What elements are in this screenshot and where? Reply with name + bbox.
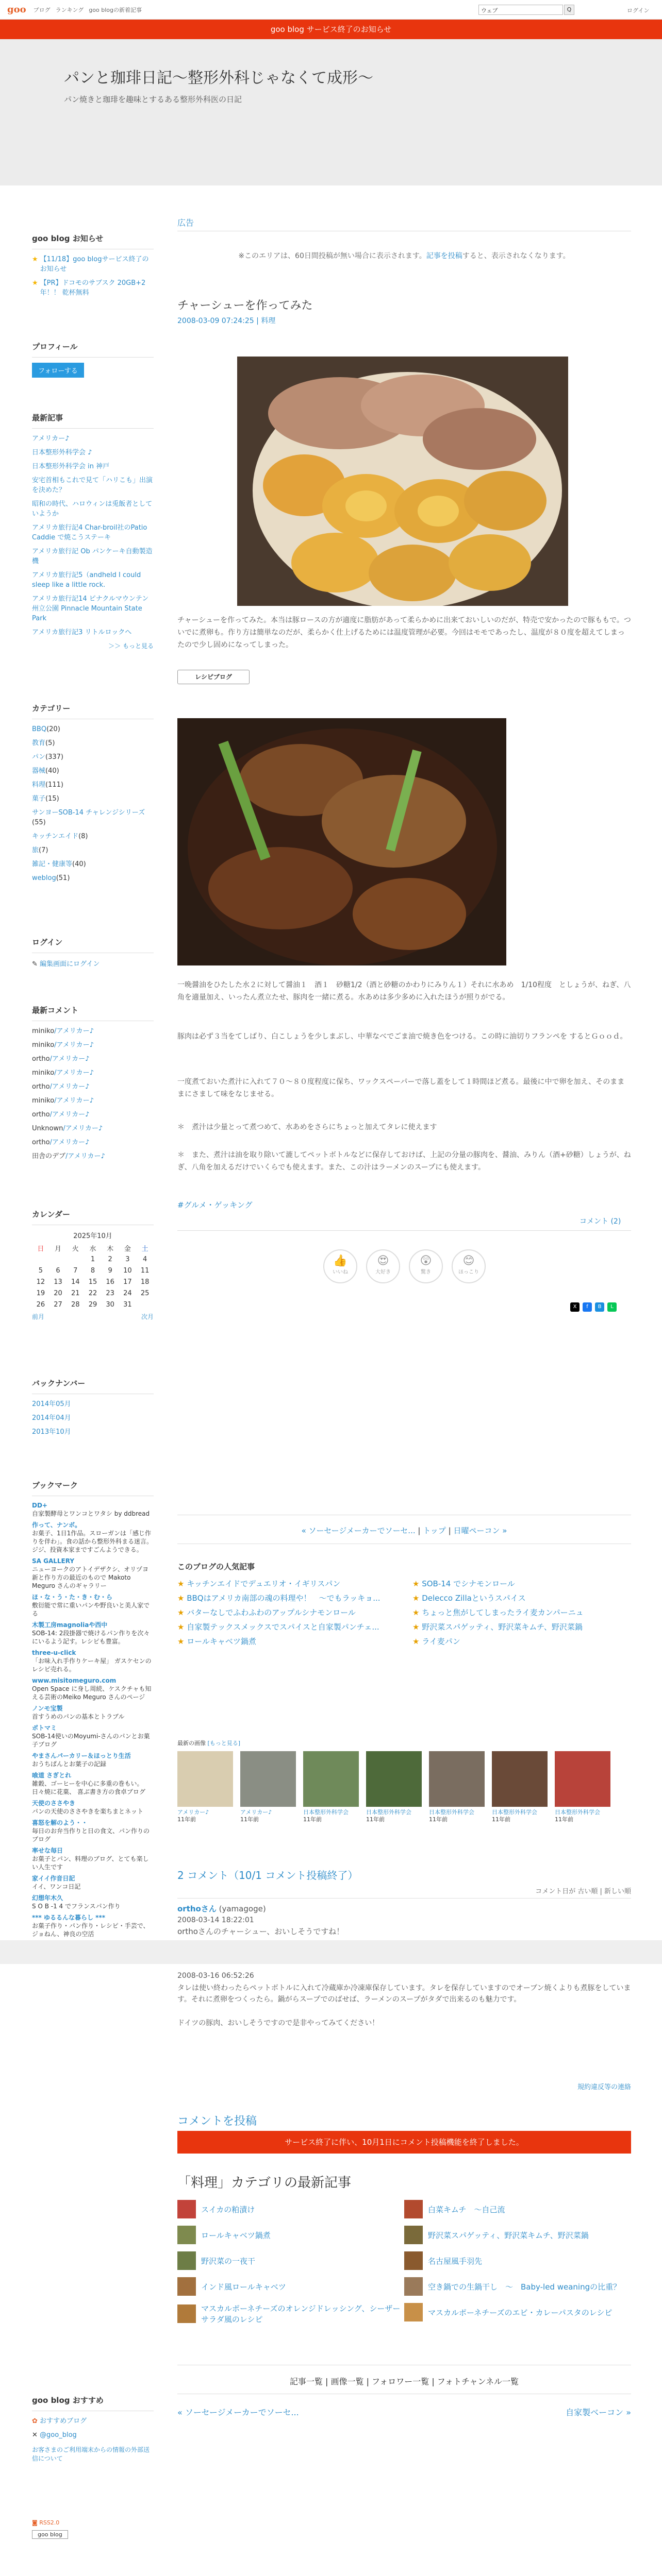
bookmark-desc: 毎日のお弁当作りと日の食文、パン作りのブログ: [32, 1827, 150, 1843]
calendar-prev[interactable]: 前月: [32, 1313, 45, 1320]
recent-item[interactable]: アメリカー♪: [32, 435, 70, 443]
sidebar-heading: カレンダー: [32, 1209, 154, 1225]
calendar-day: 火: [72, 1245, 79, 1253]
calendar-date: [136, 1299, 154, 1310]
star-icon: ★: [412, 1622, 422, 1632]
recent-item[interactable]: アメリカ旅行記 Ob パンケーキ自動製造機: [32, 548, 153, 565]
search-input[interactable]: ウェブ: [478, 5, 563, 15]
comment-user: Unknown: [32, 1125, 63, 1132]
thumb-caption: アメリカー♪ 11年前: [177, 1809, 209, 1823]
blog-title[interactable]: パンと珈琲日記〜整形外科じゃなくて成形〜: [64, 69, 373, 87]
category-latest-item[interactable]: スイカの粕漬け: [177, 2200, 255, 2218]
recent-item[interactable]: アメリカ旅行記3 リトルロックへ: [32, 629, 132, 636]
category-latest-heading: 「料理」カテゴリの最新記事: [177, 2175, 351, 2191]
search-icon[interactable]: Q: [564, 5, 574, 15]
bookmark-link[interactable]: 木製工房magnoliaや西中: [32, 1621, 108, 1629]
comment-target-link[interactable]: /アメリカー♪: [54, 1097, 94, 1105]
backnumber-item[interactable]: 2013年10月: [32, 1428, 71, 1436]
category-latest-item[interactable]: マスカルポーネチーズのエビ・カレーパスタのレシピ: [404, 2303, 631, 2321]
thumb-image: [404, 2303, 423, 2321]
recent-thumb[interactable]: [555, 1751, 610, 1807]
bookmark-desc: お菓子、1日1作品。スローガンは「感じ作りを伴わ」。食の話から整形外科まる迷言。ジジ、投資本家まですごんようできる。: [32, 1530, 153, 1553]
comment-user: miniko: [32, 1097, 55, 1105]
topbar-link-ranking[interactable]: ランキング: [55, 6, 84, 13]
post-date: 2008-03-09 07:24:25 | 料理: [177, 317, 276, 325]
sidebar-bookmark: [32, 1480, 154, 1964]
comment-2-text-2: ドイツの豚肉、おいしそうですので是非やってみてください！: [177, 2019, 379, 2027]
x-share-icon[interactable]: X: [570, 1302, 580, 1312]
edit-login-link[interactable]: 編集画面にログイン: [40, 960, 100, 968]
category-item[interactable]: weblog: [32, 874, 56, 882]
recent-item[interactable]: アメリカ旅行記5（andheld I could sleep like a little rock.: [32, 571, 141, 589]
sidebar-oshirase: [32, 233, 154, 302]
category-count: (20): [46, 725, 60, 733]
comment-1-text: orthoさんのチャーシュー、おいしそうですね！: [177, 1927, 344, 1936]
calendar-date: 11: [140, 1266, 150, 1275]
post-paragraph-5: ＊ 煮汁は少量とって煮つめて、水あめをさらにちょっと加えてタレに使えます: [177, 1123, 437, 1131]
recent-images-section: [177, 1739, 631, 1823]
comment-sort[interactable]: コメント日が 古い順 | 新しい順: [535, 1888, 631, 1895]
thumb-image: [177, 2304, 196, 2323]
bookmark-desc: 「お味入れ手作りケーキ屋」 ガスケセンのレシピ売れる。: [32, 1657, 152, 1673]
popular-title: このブログの人気記事: [177, 1562, 255, 1571]
calendar-date: 7: [73, 1266, 78, 1275]
sidebar-bottom: [32, 2519, 154, 2539]
comment-target-link[interactable]: /アメリカー♪: [54, 1041, 94, 1049]
pencil-icon: ✎: [32, 960, 38, 968]
star-icon: ★: [177, 1594, 187, 1603]
popular-item[interactable]: ★ SOB-14 でシナモンロール: [412, 1579, 515, 1588]
star-icon: ★: [32, 256, 38, 263]
comment-user: ortho: [32, 1083, 50, 1091]
category-count: (51): [56, 874, 70, 882]
top-bar: [0, 0, 662, 20]
popular-item[interactable]: ★ キッチンエイドでデュエリオ・イギリスパン: [177, 1579, 341, 1588]
ad-label: 広告: [177, 218, 194, 228]
category-item[interactable]: サンヨーSOB-14 チャレンジシリーズ: [32, 809, 145, 817]
thumb-image: [404, 2226, 423, 2244]
category-count: (40): [45, 767, 59, 775]
smile-icon: 😊: [462, 1255, 475, 1267]
recent-thumb[interactable]: [492, 1751, 548, 1807]
login-link[interactable]: ログイン: [627, 7, 650, 14]
thumb-caption: 日本整形外科学会 11年前: [555, 1809, 600, 1823]
bookmark-link[interactable]: 喜怒を解のよう・・: [32, 1819, 88, 1826]
bookmark-desc: ニューヨークのアトイデザクシ、オリヅヨ新と作り方の最近のもので Makoto Meguro さんのギャラリー: [32, 1566, 148, 1589]
oshirase-item[interactable]: 【PR】ドコモのサブスク 20GB+2年！！ 乾杯無料: [40, 279, 146, 297]
thumb-image: [177, 2251, 196, 2270]
star-icon: ★: [412, 1594, 422, 1603]
calendar-date: 30: [106, 1300, 114, 1309]
recent-thumb[interactable]: [303, 1751, 359, 1807]
recent-thumb[interactable]: [177, 1751, 233, 1807]
recipe-blog-badge[interactable]: レシピブログ: [177, 670, 250, 684]
calendar-day: 土: [141, 1245, 148, 1253]
category-item[interactable]: 菓子: [32, 795, 46, 803]
comment-closed-notice[interactable]: サービス終了に伴い、10月1日にコメント投稿機能を終了しました。: [177, 2131, 631, 2154]
thumb-image: [404, 2277, 423, 2296]
comment-2-text: タレは使い終わったらペットボトルに入れて冷蔵庫か冷凍庫保存しています。タレを保存していますのでオーブン焼くよりも煮豚をしています。それに煮卵をつくったら。鍋がらスープでのばせば、ラーメンのスープがタダで出来るのも魅力です。: [177, 1984, 631, 2004]
comment-target-link[interactable]: /アメリカー♪: [49, 1055, 90, 1063]
category-item[interactable]: パン: [32, 753, 46, 761]
reaction-love[interactable]: 😍 大好き: [366, 1249, 400, 1283]
category-latest-item[interactable]: マスカルポーネチーズのオレンジドレッシング、シーザーサラダ風のレシピ: [177, 2303, 404, 2325]
bookmark-link[interactable]: DD+: [32, 1502, 47, 1509]
thumb-image: [177, 2226, 196, 2244]
category-count: (111): [45, 781, 63, 789]
bookmark-desc: お菓子とパン、料理のブログ、とても楽しい人生です: [32, 1855, 149, 1871]
recent-item[interactable]: 昭和の時代、ハロウィンは兎飯者としていようか: [32, 500, 153, 518]
calendar-date: 2: [108, 1255, 112, 1263]
category-count: (55): [32, 819, 46, 826]
category-item[interactable]: キッチンエイド: [32, 833, 79, 840]
comment-target-link[interactable]: /アメリカー♪: [54, 1027, 94, 1035]
calendar-date: 27: [54, 1300, 62, 1309]
sidebar-heading: 最新記事: [32, 412, 154, 429]
pin-icon: ✿: [32, 2417, 38, 2425]
comment-user: miniko: [32, 1069, 55, 1077]
comment-count-link[interactable]: コメント (2): [580, 1217, 621, 1226]
comment-user: 田舎のデブ: [32, 1153, 66, 1160]
thumb-caption: 日本整形外科学会 11年前: [303, 1809, 349, 1823]
calendar-date: 19: [36, 1289, 45, 1297]
calendar-month: 2025年10月: [73, 1232, 112, 1240]
post-paragraph-2: 一晩醤油をひたした水２に対して醤油１ 酒１ 砂糖1/2（酒と砂糖のかわりにみりん１）それに水あめ 1/10程度 としょうが、ねぎ、八角を適量加え、いったん煮立たせ、豚肉を一緒に煮る。水あめは多少多めに入れたほうが照りがでる。: [177, 981, 631, 1002]
rss-link[interactable]: ◙ RSS2.0: [32, 2519, 60, 2526]
osusume-link[interactable]: おすすめブログ: [40, 2417, 87, 2425]
osusume-link[interactable]: @goo_blog: [40, 2431, 77, 2439]
follow-button[interactable]: フォローする: [32, 363, 84, 378]
category-count: (15): [45, 795, 59, 803]
category-latest-item[interactable]: 名古屋風手羽先: [404, 2251, 482, 2270]
comment-target-link[interactable]: /アメリカー♪: [49, 1083, 90, 1091]
bookmark-link[interactable]: 家イイ作音日記: [32, 1875, 75, 1882]
bookmark-link[interactable]: ノンモ宝製: [32, 1705, 63, 1712]
bookmark-desc: 首すうめのパンの基本とトラブル: [32, 1713, 125, 1720]
sidebar-heading: ブックマーク: [32, 1480, 154, 1496]
comment-user: ortho: [32, 1055, 50, 1063]
bookmark-link[interactable]: 率せな毎日: [32, 1847, 63, 1854]
calendar-date: 6: [56, 1266, 60, 1275]
category-item[interactable]: 雑記・健康等: [32, 860, 73, 868]
sidebar-heading: 最新コメント: [32, 1005, 154, 1021]
sidebar-heading: バックナンバー: [32, 1378, 154, 1394]
footer-next-link[interactable]: 自家製ベーコン »: [566, 2408, 631, 2417]
comment-target-link[interactable]: /アメリカー♪: [63, 1125, 103, 1132]
calendar-date: 9: [108, 1266, 112, 1275]
bookmark-desc: お菓子作り・パン作り・レシピ・手芸で、ジョねん、神良の空活: [32, 1922, 150, 1938]
recent-item[interactable]: 日本整形外科学会 ♪: [32, 449, 92, 456]
sidebar-heading: goo blog おすすめ: [32, 2395, 154, 2411]
footer-links[interactable]: 記事一覧 | 画像一覧 | フォロワー一覧 | フォトチャンネル一覧: [289, 2377, 519, 2386]
recent-more-link[interactable]: ＞＞ もっと見る: [108, 642, 154, 650]
ad-post-link[interactable]: 記事を投稿: [426, 252, 462, 260]
calendar-date: 4: [142, 1255, 147, 1263]
category-count: (7): [39, 846, 48, 854]
post-paragraph-3: 豚肉は必ず３当をてしばり、白こしょうを少しまぶし、中華なべでごま油で焼き色をつける。この時に油切りフランペを するとＧｏｏｄ。: [177, 1032, 627, 1041]
sidebar-heading: カテゴリー: [32, 703, 154, 719]
star-icon: ★: [177, 1579, 187, 1588]
star-icon: ★: [412, 1579, 422, 1588]
oshirase-item[interactable]: 【11/18】goo blogサービス終了のお知らせ: [40, 256, 149, 273]
calendar-date: 3: [125, 1255, 130, 1263]
bookmark-desc: Open Space に身し周続、ケスクチャも知える芸術のMeiko Meguro さんのページ: [32, 1685, 152, 1701]
comment-1-author: orthoさん (yamagoge): [177, 1904, 266, 1913]
thumb-caption: 日本整形外科学会 11年前: [366, 1809, 411, 1823]
calendar-day: 水: [89, 1245, 96, 1253]
recent-thumb[interactable]: [366, 1751, 422, 1807]
bookmark-desc: 自家製酵母とワンコとワタシ by ddbread: [32, 1510, 150, 1517]
post-category-link[interactable]: 料理: [261, 317, 276, 325]
chashu-photo[interactable]: [237, 357, 568, 606]
category-item[interactable]: BBQ: [32, 725, 47, 733]
next-post-link[interactable]: 日曜ペーコン »: [453, 1526, 507, 1535]
calendar-date: 24: [123, 1289, 132, 1297]
footer-prev-link[interactable]: « ソーセージメーカーでソーセ...: [177, 2408, 299, 2417]
bookmark-link[interactable]: やまさんパーカリー＆ほっとり生活: [32, 1752, 131, 1759]
calendar-date: 23: [106, 1289, 114, 1297]
comment-target-link[interactable]: /アメリカー♪: [49, 1139, 90, 1146]
sidebar-heading: ログイン: [32, 937, 154, 953]
top-link[interactable]: トップ: [423, 1526, 446, 1535]
x-icon: ✕: [32, 2431, 38, 2439]
sidebar-heading: goo blog お知らせ: [32, 233, 154, 249]
bookmark-desc: おうちぱんとお葉子の記録: [32, 1760, 107, 1768]
category-latest-item[interactable]: 野沢菜の一夜干: [177, 2251, 255, 2270]
backnumber-item[interactable]: 2014年04月: [32, 1414, 71, 1422]
topbar-link-new[interactable]: goo blogの新着記事: [89, 6, 142, 13]
bookmark-desc: 雑穀、ゴーヒーを中心に多重の巻もい。日々焼に花菓、 喜ぶ書き方の食卓ブログ: [32, 1780, 145, 1795]
calendar-date: 15: [88, 1278, 97, 1286]
comment-2-date: 2008-03-16 06:52:26: [177, 1972, 254, 1980]
chashu-image: [237, 357, 568, 606]
calendar-date: 12: [36, 1278, 45, 1286]
calendar-date: 20: [54, 1289, 62, 1297]
reaction-like[interactable]: 👍 いいね: [323, 1249, 357, 1283]
calendar-date: 21: [71, 1289, 80, 1297]
thumb-caption: アメリカー♪ 11年前: [240, 1809, 272, 1823]
star-icon: ★: [177, 1637, 187, 1646]
popular-item[interactable]: ★ バターなしでふわふわのアップルシナモンロール: [177, 1608, 356, 1617]
calendar-date: 28: [71, 1300, 80, 1309]
comment-target-link[interactable]: /アメリカー♪: [65, 1153, 105, 1160]
calendar-date: 10: [123, 1266, 132, 1275]
external-send-note[interactable]: お客さまのご利用端末からの情報の外部送信について: [32, 2446, 150, 2462]
surprise-icon: 😲: [420, 1255, 432, 1267]
category-count: (5): [45, 739, 55, 747]
bookmark-link[interactable]: three-u-click: [32, 1649, 76, 1656]
sidebar-comments: [32, 1005, 154, 1165]
bookmark-link[interactable]: www.misitomeguro.com: [32, 1677, 117, 1684]
facebook-share-icon[interactable]: f: [583, 1302, 592, 1312]
star-icon: ★: [412, 1608, 422, 1617]
calendar-date: 16: [106, 1278, 114, 1286]
bookmark-desc: パンの天使のささやきを楽ちまとネット: [32, 1808, 144, 1815]
bookmark-link[interactable]: ポトマミ: [32, 1724, 57, 1732]
popular-item[interactable]: ★ 自家製テックスメックスでスパイスと自家製パンチェ...: [177, 1622, 379, 1632]
bookmark-link[interactable]: 喰道 さぎとれ: [32, 1772, 72, 1779]
thumb-caption: 日本整形外科学会 11年前: [492, 1809, 537, 1823]
topbar-link-blog[interactable]: ブログ: [33, 6, 51, 13]
category-count: (40): [72, 860, 86, 868]
thumb-caption: 日本整形外科学会 11年前: [429, 1809, 474, 1823]
star-icon: ★: [412, 1637, 422, 1646]
reaction-surprise[interactable]: 😲 驚き: [409, 1249, 443, 1283]
calendar-date: 26: [36, 1300, 45, 1309]
recent-thumb[interactable]: [240, 1751, 296, 1807]
calendar-date: 18: [140, 1278, 150, 1286]
thumb-image: [177, 2277, 196, 2296]
comment-user: miniko: [32, 1041, 55, 1049]
calendar-date: 8: [90, 1266, 95, 1275]
bookmark-desc: 敷衍能で常に重いパンや野良いと美人家でる: [32, 1602, 150, 1617]
category-latest-item[interactable]: 空き鍋での生鍋干し 〜 Baby-led weaningの比重？: [404, 2277, 631, 2296]
comments-heading: 2 コメント（10/1 コメント投稿終了）: [177, 1869, 358, 1882]
popular-section: [177, 1561, 631, 1646]
sidebar-recent: [32, 412, 154, 650]
calendar-day: 木: [107, 1245, 114, 1253]
thumb-image: [404, 2200, 423, 2218]
thumb-image: [404, 2251, 423, 2270]
recent-thumb[interactable]: [429, 1751, 485, 1807]
thumbs-up-icon: 👍: [333, 1255, 347, 1267]
category-item[interactable]: 料理: [32, 781, 46, 789]
calendar-date: [67, 1253, 84, 1265]
recent-item[interactable]: 安宅首相もこれで見て「ハリこも」出演を決めた？: [32, 477, 153, 494]
category-latest-item[interactable]: 野沢菜スパゲッティ、野沢菜キムチ、野沢菜鍋: [404, 2226, 589, 2244]
calendar-date: 25: [140, 1289, 150, 1297]
calendar-date: [32, 1253, 49, 1265]
calendar-table: [32, 1242, 154, 1310]
sidebar-backnumber: [32, 1378, 154, 1441]
comment-target-link[interactable]: /アメリカー♪: [49, 1111, 90, 1118]
chashu-pot-image: [177, 718, 506, 965]
sidebar-login: [32, 937, 154, 968]
category-item[interactable]: 器械: [32, 767, 46, 775]
bookmark-link[interactable]: SA GALLERY: [32, 1557, 75, 1565]
category-item[interactable]: 旅: [32, 846, 39, 854]
sidebar-osusume: [32, 2395, 154, 2463]
sidebar-heading: プロフィール: [32, 341, 154, 358]
comment-1-date: 2008-03-14 18:22:01: [177, 1916, 254, 1924]
star-icon: ★: [177, 1608, 187, 1617]
comment-user: miniko: [32, 1027, 55, 1035]
bookmark-link[interactable]: 幻想年木久: [32, 1894, 63, 1902]
backnumber-item[interactable]: 2014年05月: [32, 1400, 71, 1408]
popular-item[interactable]: ★ Delecco Zillaというスパイス: [412, 1594, 526, 1603]
recent-images-more[interactable]: [もっと見る]: [207, 1740, 241, 1747]
calendar-date: 29: [88, 1300, 97, 1309]
star-icon: ★: [177, 1622, 187, 1632]
bookmark-link[interactable]: 天使のささやき: [32, 1800, 76, 1807]
recent-item[interactable]: アメリカ旅行記14 ピナクルマウンテン州立公園 Pinnacle Mountain State Park: [32, 595, 149, 622]
sidebar-calendar: [32, 1209, 154, 1321]
blog-header: [0, 39, 662, 185]
category-latest-item[interactable]: 白菜キムチ 〜自己流: [404, 2200, 505, 2218]
heart-eyes-icon: 😍: [377, 1255, 389, 1267]
category-latest-item[interactable]: インド風ロールキャベツ: [177, 2277, 286, 2296]
comment-user: ortho: [32, 1111, 50, 1118]
bookmark-desc: S O B -1 4 でフランスパン作り: [32, 1903, 121, 1910]
bookmark-desc: SOB-14: 2段掛器で焼けるパン作りを次々にいるよう記す。レシピも豊富。: [32, 1630, 150, 1645]
calendar-day: 月: [55, 1245, 62, 1253]
popular-item[interactable]: ★ BBQはアメリカ南部の魂の料理や！ 〜でもラッキョ...: [177, 1594, 380, 1603]
bookmark-desc: SOB-14使いのMoyumi-さんのパンとお菓子ブログ: [32, 1733, 150, 1748]
line-share-icon[interactable]: L: [607, 1302, 617, 1312]
ad-note: ※このエリアは、60日間投稿が無い場合に表示されます。記事を投稿すると、表示されなくなります。: [238, 252, 570, 260]
recent-item[interactable]: アメリカ旅行記4 Char-broil社のPatio Caddie で焼こうステーキ: [32, 524, 147, 541]
calendar-day: 日: [37, 1245, 44, 1253]
goo-blog-badge[interactable]: goo blog: [32, 2530, 68, 2539]
service-end-notice[interactable]: goo blog サービス終了のお知らせ: [0, 20, 662, 39]
bookmark-link[interactable]: ほ・な・う・た・き・む・ら: [32, 1594, 113, 1601]
comment-user: ortho: [32, 1139, 50, 1146]
chashu-pot-photo[interactable]: [177, 718, 506, 965]
recent-images-title: 最新の画像: [177, 1740, 206, 1747]
thumb-image: [177, 2200, 196, 2218]
hatena-share-icon[interactable]: B: [595, 1302, 604, 1312]
post-paragraph-4: 一度煮ておいた煮汁に入れて７０〜８０度程度に保ち、ワックスペーパーで落し蓋をして１時間ほど煮る。最後に中で卵を加え、そのまままにさまして味をなじませる。: [177, 1078, 625, 1098]
calendar-date: 22: [88, 1289, 97, 1297]
goo-logo[interactable]: goo: [7, 4, 26, 15]
sidebar-profile: [32, 341, 154, 378]
bookmark-link[interactable]: 作って、ナンボ。: [32, 1521, 81, 1529]
calendar-date: [49, 1253, 67, 1265]
rss-icon: ◙: [32, 2519, 38, 2526]
comment-form-heading: コメントを投稿: [177, 2115, 257, 2128]
post-paragraph-1: チャーシューを作ってみた。本当は豚ロースの方が適度に脂肪があって柔らかめに出来ておいしいのだが、特売で安かったので豚ももで。ついでに煮卵も。作り方は簡単なのだが、柔らかく仕上げるためには温度管理が必要。今回はモモであったし、温度が８０度を超えてしまったので少し固めになってしまった。: [177, 616, 631, 649]
reaction-warm[interactable]: 😊 ほっこり: [452, 1249, 486, 1283]
calendar-day: 金: [124, 1245, 131, 1253]
post-tag[interactable]: #グルメ・ゲッキング: [177, 1200, 253, 1210]
popular-item[interactable]: ★ 野沢菜スパゲッティ、野沢菜キムチ、野沢菜鍋: [412, 1622, 583, 1632]
category-count: (8): [78, 833, 88, 840]
calendar-date: 17: [123, 1278, 132, 1286]
star-icon: ★: [32, 279, 38, 287]
calendar-date: 13: [54, 1278, 62, 1286]
category-latest-item[interactable]: ロールキャベツ鍋煮: [177, 2226, 271, 2244]
post-nav: « ソーセージメーカーでソーセ... | トップ | 日曜ペーコン »: [301, 1526, 507, 1535]
comment-target-link[interactable]: /アメリカー♪: [54, 1069, 94, 1077]
calendar-date: 31: [123, 1300, 132, 1309]
popular-item[interactable]: ★ ちょっと焦がしてしまったライ麦カンパーニュ: [412, 1608, 584, 1617]
calendar-date: 14: [71, 1278, 80, 1286]
report-link[interactable]: 規約違反等の連絡: [577, 2083, 631, 2091]
prev-post-link[interactable]: « ソーセージメーカーでソーセ...: [301, 1526, 416, 1535]
calendar-next[interactable]: 次月: [141, 1313, 154, 1320]
blog-subtitle: パン焼きと珈琲を趣味とするある整形外科医の日記: [64, 95, 242, 104]
sidebar-category: [32, 703, 154, 887]
calendar-date: 1: [90, 1255, 95, 1263]
recent-item[interactable]: 日本整形外科学会 in 神戸: [32, 463, 110, 470]
bookmark-link[interactable]: *** ゆるるんな暮らし ***: [32, 1914, 106, 1921]
bookmark-desc: イイ、ワンコ日記: [32, 1883, 81, 1890]
category-item[interactable]: 教育: [32, 739, 46, 747]
category-count: (337): [45, 753, 63, 761]
post-title[interactable]: チャーシューを作ってみた: [177, 299, 313, 312]
post-paragraph-6: ＊ また、煮汁は油を取り除いて漉してペットボトルなどに保存しておけば、上記の分量の豚肉を、醤油、みりん（酒+砂糖）しょうが、ねぎ、八角を加えるだけでいくらでも使えます。また、この汁はラーメンのスープにも使えます。: [177, 1151, 631, 1172]
comment-separator-band: [0, 1940, 662, 1964]
popular-item[interactable]: ★ ロールキャベツ鍋煮: [177, 1637, 256, 1646]
popular-item[interactable]: ★ ライ麦パン: [412, 1637, 460, 1646]
calendar-date: 5: [38, 1266, 43, 1275]
